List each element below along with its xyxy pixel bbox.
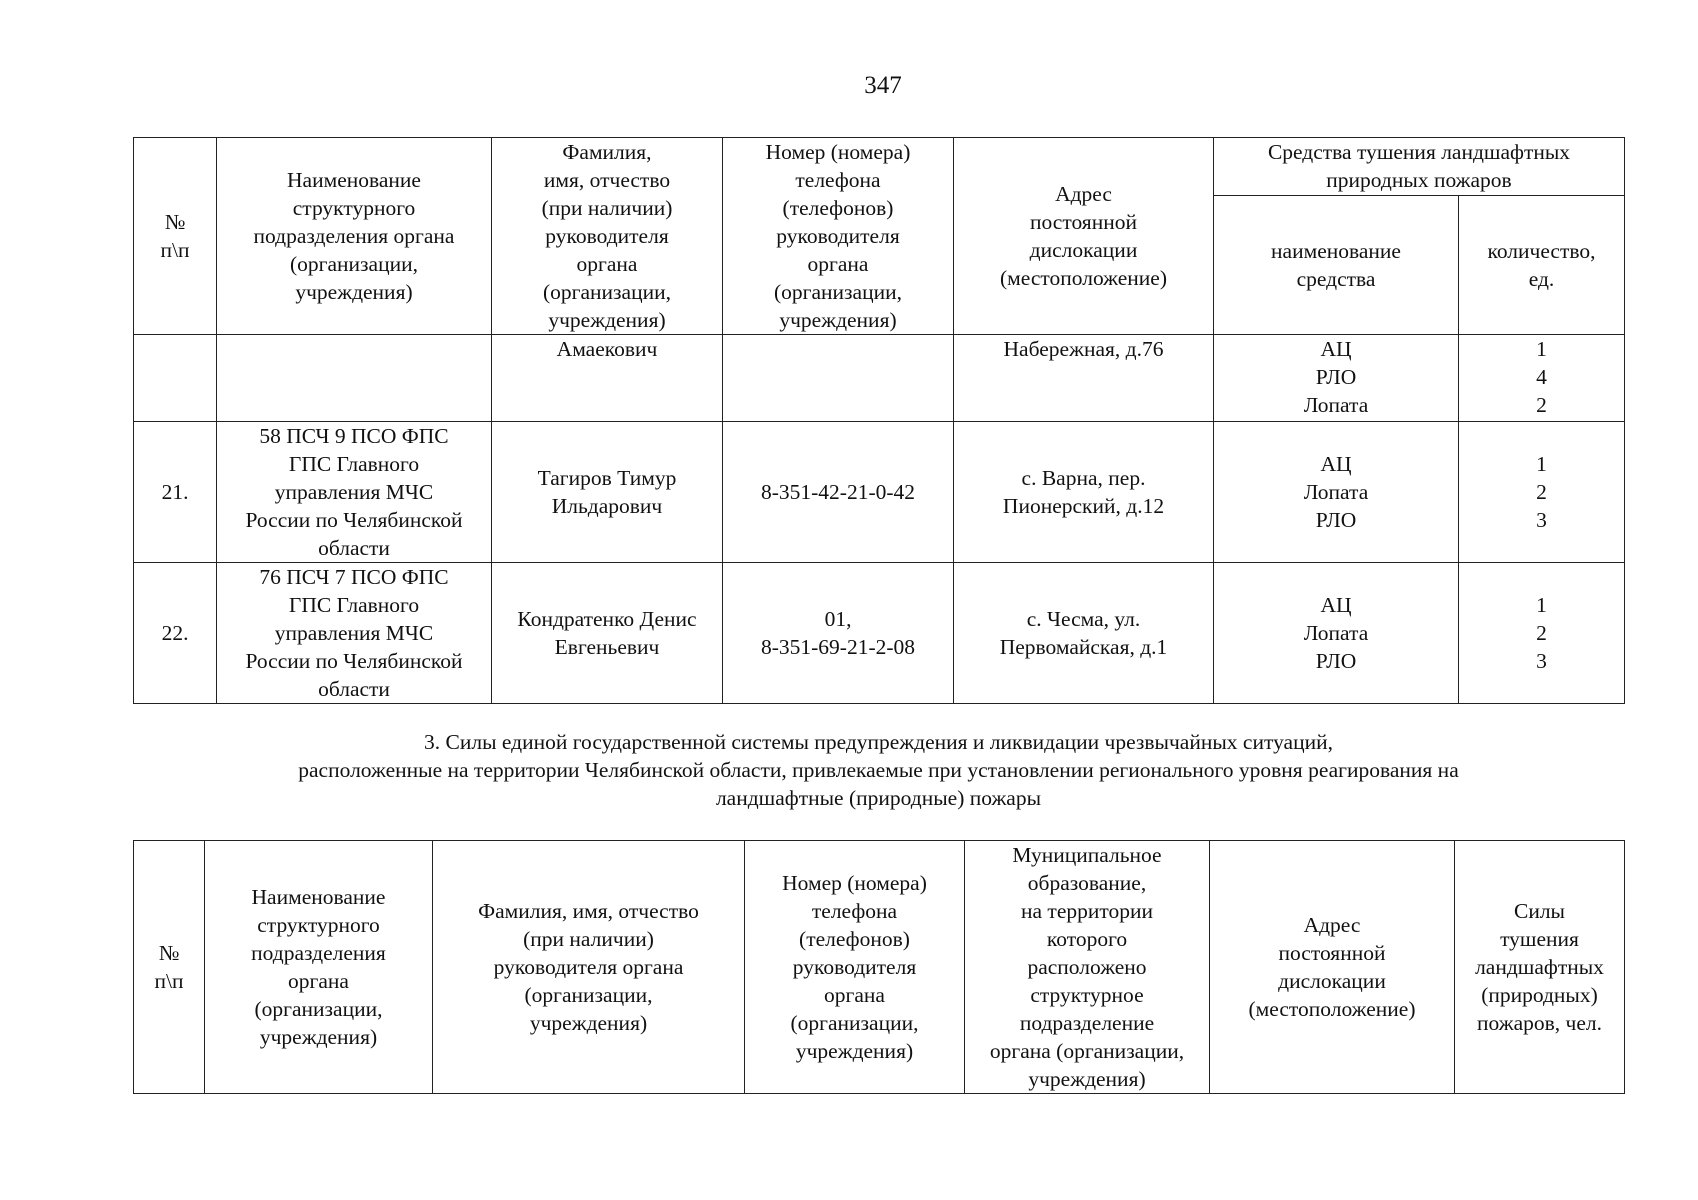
cell-line: управления МЧС	[274, 621, 434, 645]
row-num	[134, 335, 217, 422]
cell-line: 3	[1536, 508, 1547, 532]
cell-line: Номер (номера)	[782, 871, 927, 895]
cell-line: учреждения)	[259, 1025, 378, 1049]
header-num	[134, 841, 205, 1094]
cell-line: АЦ	[1320, 593, 1352, 617]
cell-line: с. Варна, пер.	[1021, 466, 1146, 490]
cell-line: (местоположение)	[1000, 266, 1167, 290]
header-address	[954, 138, 1214, 335]
cell-line: РЛО	[1315, 649, 1357, 673]
table-row	[134, 422, 1625, 563]
cell-line: ед.	[1528, 266, 1555, 291]
cell-line: Муниципальное	[1012, 843, 1162, 867]
cell-line: органа	[288, 969, 349, 993]
cell-line: Адрес	[1055, 182, 1112, 206]
header-phone	[723, 138, 954, 335]
cell-line: Лопата	[1303, 480, 1369, 504]
cell-line: п\п	[154, 969, 184, 993]
cell-line: органа	[576, 252, 638, 276]
cell-line: структурного	[292, 196, 416, 220]
cell-line: (местоположение)	[1248, 997, 1416, 1021]
cell-line: подразделения органа	[253, 224, 455, 248]
cell-line: РЛО	[1315, 365, 1357, 389]
cell-line: №	[158, 941, 180, 965]
cell-line: Ильдарович	[551, 494, 663, 518]
cell-line: Фамилия, имя, отчество	[478, 899, 699, 923]
section-3-heading-line: 3. Силы единой государственной системы предупреждения и ликвидации чрезвычайных ситуаций,	[424, 730, 1333, 754]
row-head-name: Амаекович	[492, 335, 723, 422]
cell-line: на территории	[1021, 899, 1153, 923]
section-3-heading-line: ландшафтные (природные) пожары	[715, 786, 1042, 810]
row-means	[1214, 563, 1459, 704]
row-address: Набережная, д.76	[954, 335, 1214, 422]
cell-line: Силы	[1513, 899, 1566, 923]
row-means	[1214, 335, 1459, 422]
page-number: 347	[864, 72, 902, 99]
cell-line: постоянной	[1030, 210, 1137, 234]
header-unit-name	[205, 841, 433, 1094]
cell-line: области	[318, 677, 390, 701]
cell-line: учреждения)	[795, 1039, 914, 1063]
cell-line: Наименование	[287, 168, 421, 192]
cell-line: России по Челябинской	[245, 508, 463, 532]
cell-line: тушения	[1500, 927, 1579, 951]
cell-line: 2	[1536, 621, 1547, 645]
header-means-name	[1214, 195, 1459, 334]
cell-line: ландшафтных	[1475, 955, 1604, 979]
cell-line: России по Челябинской	[245, 649, 463, 673]
table-row	[134, 563, 1625, 704]
cell-line: 2	[1536, 393, 1547, 417]
header-municipality	[965, 841, 1210, 1094]
cell-line: Лопата	[1303, 621, 1369, 645]
cell-line: 4	[1536, 365, 1547, 389]
cell-line: расположено	[1027, 955, 1147, 979]
header-head-name	[433, 841, 745, 1094]
cell-line: (организации,	[254, 997, 383, 1021]
cell-line: телефона	[795, 168, 881, 192]
cell-line: Пионерский, д.12	[1002, 494, 1165, 518]
cell-line: области	[318, 536, 390, 560]
row-address	[954, 563, 1214, 704]
cell-line: природных пожаров	[1326, 168, 1512, 193]
cell-line: 58 ПСЧ 9 ПСО ФПС	[259, 424, 449, 448]
row-qty	[1459, 422, 1625, 563]
header-unit-name	[217, 138, 492, 335]
cell-line: управления МЧС	[274, 480, 434, 504]
header-means-qty	[1459, 195, 1625, 334]
cell-line: АЦ	[1320, 337, 1352, 361]
cell-line: (организации,	[524, 983, 653, 1007]
cell-line: учреждения)	[295, 280, 413, 304]
cell-line: руководителя	[792, 955, 917, 979]
row-unit-name	[217, 563, 492, 704]
cell-line: образование,	[1027, 871, 1147, 895]
cell-line: (телефонов)	[782, 196, 894, 220]
cell-line: (природных)	[1481, 983, 1598, 1007]
cell-line: структурного	[257, 913, 380, 937]
cell-line: органа	[824, 983, 885, 1007]
cell-line: 1	[1536, 337, 1547, 361]
row-num: 22.	[134, 563, 217, 704]
cell-line: Лопата	[1303, 393, 1369, 417]
cell-line: пожаров, чел.	[1477, 1011, 1602, 1035]
row-qty	[1459, 563, 1625, 704]
forces-table	[133, 840, 1625, 1094]
row-head-name	[492, 563, 723, 704]
cell-line: учреждения)	[529, 1011, 648, 1035]
cell-line: Средства тушения ландшафтных	[1267, 140, 1571, 165]
row-means	[1214, 422, 1459, 563]
header-num	[134, 138, 217, 335]
cell-line: руководителя	[545, 224, 669, 248]
section-3-heading	[133, 728, 1624, 812]
cell-line: 01,	[824, 607, 852, 631]
cell-line: Евгеньевич	[554, 635, 660, 659]
row-unit-name	[217, 335, 492, 422]
fire-means-table	[133, 137, 1625, 704]
cell-line: с. Чесма, ул.	[1026, 607, 1141, 631]
cell-line: структурное	[1030, 983, 1144, 1007]
header-head-name	[492, 138, 723, 335]
cell-line: количество,	[1487, 238, 1596, 263]
cell-line: ГПС Главного	[288, 452, 420, 476]
cell-line: (при наличии)	[541, 196, 673, 220]
cell-line: органа	[807, 252, 869, 276]
cell-line: Тагиров Тимур	[537, 466, 677, 490]
cell-line: АЦ	[1320, 452, 1352, 476]
cell-line: (телефонов)	[799, 927, 910, 951]
cell-line: 1	[1536, 593, 1547, 617]
header-means-group	[1214, 138, 1625, 196]
cell-line: РЛО	[1315, 508, 1357, 532]
cell-line: №	[164, 210, 186, 234]
cell-line: Адрес	[1303, 913, 1361, 937]
cell-line: 8-351-69-21-2-08	[760, 635, 916, 659]
cell-line: 1	[1536, 452, 1547, 476]
cell-line: дислокации	[1278, 969, 1386, 993]
section-3-heading-line: расположенные на территории Челябинской области, привлекаемые при установлении регионального уровня реагирования на	[298, 758, 1459, 782]
cell-line: 3	[1536, 649, 1547, 673]
cell-line: наименование	[1271, 238, 1401, 263]
row-phone	[723, 335, 954, 422]
row-phone: 8-351-42-21-0-42	[723, 422, 954, 563]
cell-line: 76 ПСЧ 7 ПСО ФПС	[259, 565, 449, 589]
cell-line: учреждения)	[548, 308, 666, 332]
cell-line: п\п	[160, 238, 190, 262]
cell-line: которого	[1046, 927, 1128, 951]
cell-line: Фамилия,	[562, 140, 652, 164]
cell-line: руководителя органа	[493, 955, 684, 979]
cell-line: (организации,	[790, 1011, 919, 1035]
cell-line: учреждения)	[1028, 1067, 1146, 1091]
row-num: 21.	[134, 422, 217, 563]
header-phone	[745, 841, 965, 1094]
header-address	[1210, 841, 1455, 1094]
cell-line: ГПС Главного	[288, 593, 420, 617]
cell-line: (при наличии)	[523, 927, 654, 951]
cell-line: имя, отчество	[543, 168, 671, 192]
cell-line: средства	[1296, 266, 1376, 291]
table-row	[134, 335, 1625, 422]
row-phone	[723, 563, 954, 704]
cell-line: руководителя	[776, 224, 900, 248]
cell-line: Наименование	[251, 885, 386, 909]
cell-line: Кондратенко Денис	[517, 607, 697, 631]
row-address	[954, 422, 1214, 563]
cell-line: (организации,	[290, 252, 418, 276]
cell-line: (организации,	[543, 280, 671, 304]
cell-line: учреждения)	[779, 308, 897, 332]
row-qty	[1459, 335, 1625, 422]
row-unit-name	[217, 422, 492, 563]
row-head-name	[492, 422, 723, 563]
cell-line: дислокации	[1029, 238, 1138, 262]
cell-line: Номер (номера)	[765, 140, 911, 164]
cell-line: 2	[1536, 480, 1547, 504]
cell-line: подразделения	[251, 941, 386, 965]
cell-line: Первомайская, д.1	[999, 635, 1168, 659]
header-forces	[1455, 841, 1625, 1094]
cell-line: органа (организации,	[989, 1039, 1185, 1063]
cell-line: телефона	[811, 899, 898, 923]
cell-line: постоянной	[1278, 941, 1386, 965]
cell-line: подразделение	[1019, 1011, 1155, 1035]
cell-line: (организации,	[774, 280, 902, 304]
